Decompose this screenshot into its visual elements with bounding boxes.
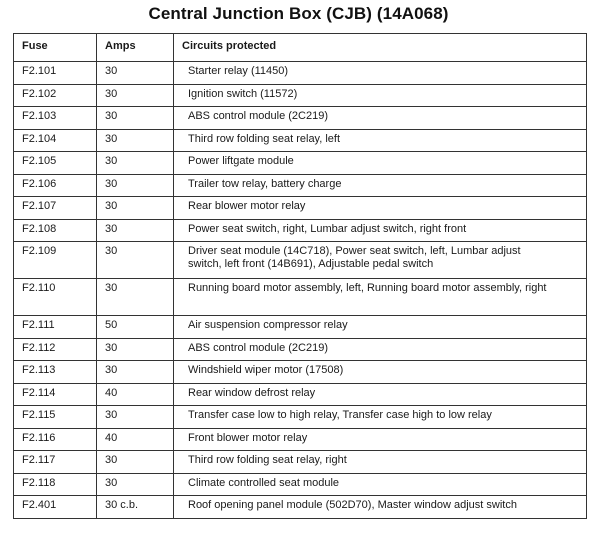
amps-cell: 30 bbox=[97, 361, 174, 384]
circuits-cell: Third row folding seat relay, right bbox=[174, 451, 587, 474]
circuits-cell: Power liftgate module bbox=[174, 152, 587, 175]
fuse-id-cell: F2.106 bbox=[14, 174, 97, 197]
table-row bbox=[14, 406, 587, 429]
table-row bbox=[14, 361, 587, 384]
circuits-cell: Starter relay (11450) bbox=[174, 62, 587, 85]
circuits-cell: Windshield wiper motor (17508) bbox=[174, 361, 587, 384]
table-row bbox=[14, 279, 587, 316]
table-header-row bbox=[14, 34, 587, 62]
table-row bbox=[14, 338, 587, 361]
fuse-id-cell: F2.102 bbox=[14, 84, 97, 107]
table-row bbox=[14, 84, 587, 107]
fuse-id-cell: F2.109 bbox=[14, 242, 97, 279]
amps-cell: 30 bbox=[97, 107, 174, 130]
column-header-amps: Amps bbox=[97, 34, 174, 62]
amps-cell: 30 bbox=[97, 174, 174, 197]
table-row bbox=[14, 496, 587, 519]
fuse-id-cell: F2.118 bbox=[14, 473, 97, 496]
amps-cell: 30 bbox=[97, 279, 174, 316]
fuse-id-cell: F2.113 bbox=[14, 361, 97, 384]
fuse-table bbox=[13, 33, 587, 519]
amps-cell: 30 c.b. bbox=[97, 496, 174, 519]
amps-cell: 30 bbox=[97, 338, 174, 361]
amps-cell: 30 bbox=[97, 129, 174, 152]
amps-cell: 30 bbox=[97, 451, 174, 474]
circuits-cell: ABS control module (2C219) bbox=[174, 107, 587, 130]
circuits-cell: Climate controlled seat module bbox=[174, 473, 587, 496]
amps-cell: 30 bbox=[97, 242, 174, 279]
amps-cell: 50 bbox=[97, 316, 174, 339]
circuits-cell: Transfer case low to high relay, Transfer case high to low relay bbox=[174, 406, 587, 429]
fuse-id-cell: F2.115 bbox=[14, 406, 97, 429]
table-row bbox=[14, 428, 587, 451]
table-row bbox=[14, 174, 587, 197]
fuse-id-cell: F2.110 bbox=[14, 279, 97, 316]
circuits-cell: Roof opening panel module (502D70), Master window adjust switch bbox=[174, 496, 587, 519]
table-row bbox=[14, 316, 587, 339]
amps-cell: 30 bbox=[97, 152, 174, 175]
table-row bbox=[14, 242, 587, 279]
circuits-cell: Ignition switch (11572) bbox=[174, 84, 587, 107]
fuse-id-cell: F2.114 bbox=[14, 383, 97, 406]
table-row bbox=[14, 451, 587, 474]
fuse-id-cell: F2.401 bbox=[14, 496, 97, 519]
amps-cell: 40 bbox=[97, 428, 174, 451]
circuits-cell: Rear blower motor relay bbox=[174, 197, 587, 220]
circuits-cell: Running board motor assembly, left, Running board motor assembly, right bbox=[174, 279, 587, 316]
table-row bbox=[14, 473, 587, 496]
circuits-cell: Third row folding seat relay, left bbox=[174, 129, 587, 152]
circuits-cell: Front blower motor relay bbox=[174, 428, 587, 451]
amps-cell: 30 bbox=[97, 84, 174, 107]
amps-cell: 40 bbox=[97, 383, 174, 406]
circuits-cell: Air suspension compressor relay bbox=[174, 316, 587, 339]
table-row bbox=[14, 62, 587, 85]
amps-cell: 30 bbox=[97, 62, 174, 85]
table-row bbox=[14, 383, 587, 406]
fuse-id-cell: F2.111 bbox=[14, 316, 97, 339]
column-header-circuits: Circuits protected bbox=[174, 34, 587, 62]
fuse-id-cell: F2.108 bbox=[14, 219, 97, 242]
table-body bbox=[14, 62, 587, 519]
amps-cell: 30 bbox=[97, 219, 174, 242]
circuits-cell: Power seat switch, right, Lumbar adjust switch, right front bbox=[174, 219, 587, 242]
table-row bbox=[14, 197, 587, 220]
circuits-cell: Trailer tow relay, battery charge bbox=[174, 174, 587, 197]
fuse-id-cell: F2.105 bbox=[14, 152, 97, 175]
amps-cell: 30 bbox=[97, 197, 174, 220]
fuse-id-cell: F2.116 bbox=[14, 428, 97, 451]
table-row bbox=[14, 152, 587, 175]
amps-cell: 30 bbox=[97, 406, 174, 429]
fuse-id-cell: F2.103 bbox=[14, 107, 97, 130]
table-row bbox=[14, 107, 587, 130]
amps-cell: 30 bbox=[97, 473, 174, 496]
fuse-id-cell: F2.112 bbox=[14, 338, 97, 361]
fuse-id-cell: F2.117 bbox=[14, 451, 97, 474]
circuits-cell: ABS control module (2C219) bbox=[174, 338, 587, 361]
page-title: Central Junction Box (CJB) (14A068) bbox=[148, 4, 449, 23]
circuits-cell: Rear window defrost relay bbox=[174, 383, 587, 406]
column-header-fuse: Fuse bbox=[14, 34, 97, 62]
circuits-cell: Driver seat module (14C718), Power seat switch, left, Lumbar adjust switch, left front (14B691), Adjustable pedal switch bbox=[174, 242, 587, 279]
fuse-id-cell: F2.107 bbox=[14, 197, 97, 220]
table-row bbox=[14, 129, 587, 152]
fuse-id-cell: F2.101 bbox=[14, 62, 97, 85]
fuse-id-cell: F2.104 bbox=[14, 129, 97, 152]
table-row bbox=[14, 219, 587, 242]
